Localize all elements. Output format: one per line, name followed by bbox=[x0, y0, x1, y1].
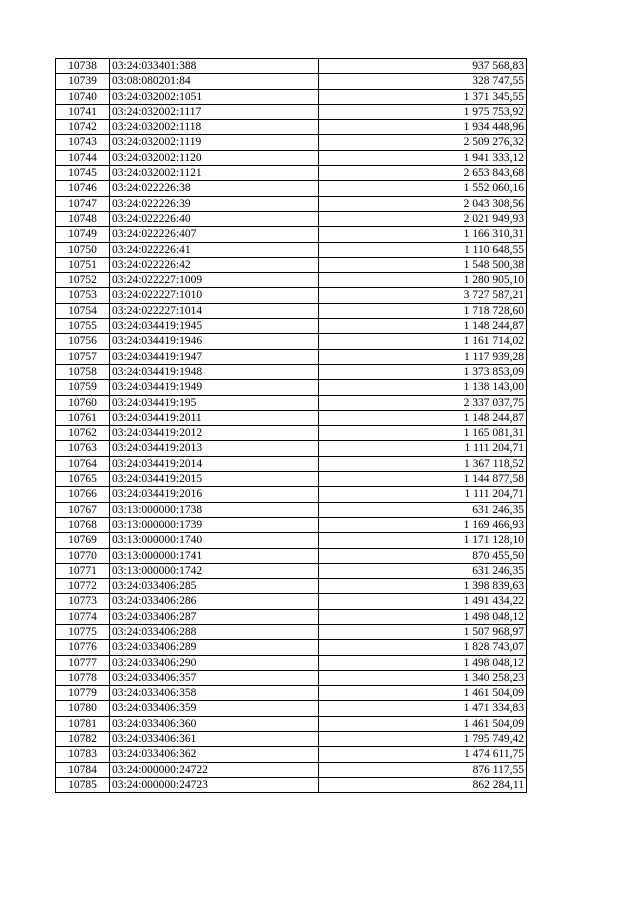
cadastral-value-cell: 1 340 258,23 bbox=[319, 670, 527, 685]
cadastral-number-cell: 03:24:022227:1010 bbox=[110, 288, 319, 303]
cadastral-number-cell: 03:24:033401:388 bbox=[110, 59, 319, 74]
cadastral-value-cell: 1 165 081,31 bbox=[319, 426, 527, 441]
cadastral-number-cell: 03:24:034419:1949 bbox=[110, 380, 319, 395]
row-number-cell: 10748 bbox=[56, 211, 110, 226]
cadastral-value-cell: 1 138 143,00 bbox=[319, 380, 527, 395]
cadastral-number-cell: 03:24:033406:359 bbox=[110, 701, 319, 716]
cadastral-value-cell: 1 498 048,12 bbox=[319, 609, 527, 624]
cadastral-number-cell: 03:24:034419:1948 bbox=[110, 364, 319, 379]
table-row bbox=[56, 211, 527, 226]
cadastral-number-cell: 03:24:033406:357 bbox=[110, 670, 319, 685]
row-number-cell: 10779 bbox=[56, 686, 110, 701]
row-number-cell: 10785 bbox=[56, 777, 110, 792]
cadastral-value-cell: 1 461 504,09 bbox=[319, 686, 527, 701]
cadastral-number-cell: 03:24:033406:289 bbox=[110, 640, 319, 655]
registry-table bbox=[55, 58, 527, 793]
cadastral-value-cell: 1 148 244,87 bbox=[319, 410, 527, 425]
row-number-cell: 10771 bbox=[56, 563, 110, 578]
cadastral-value-cell: 876 117,55 bbox=[319, 762, 527, 777]
cadastral-value-cell: 1 828 743,07 bbox=[319, 640, 527, 655]
cadastral-number-cell: 03:24:022226:41 bbox=[110, 242, 319, 257]
cadastral-number-cell: 03:24:032002:1121 bbox=[110, 166, 319, 181]
row-number-cell: 10766 bbox=[56, 487, 110, 502]
table-row bbox=[56, 181, 527, 196]
cadastral-value-cell: 1 498 048,12 bbox=[319, 655, 527, 670]
table-row bbox=[56, 59, 527, 74]
table-row bbox=[56, 686, 527, 701]
cadastral-value-cell: 3 727 587,21 bbox=[319, 288, 527, 303]
cadastral-value-cell: 631 246,35 bbox=[319, 502, 527, 517]
table-row bbox=[56, 395, 527, 410]
cadastral-value-cell: 1 548 500,38 bbox=[319, 257, 527, 272]
cadastral-number-cell: 03:24:032002:1119 bbox=[110, 135, 319, 150]
table-row bbox=[56, 441, 527, 456]
table-row bbox=[56, 426, 527, 441]
table-row bbox=[56, 89, 527, 104]
table-row bbox=[56, 288, 527, 303]
cadastral-number-cell: 03:24:034419:1945 bbox=[110, 319, 319, 334]
table-row bbox=[56, 777, 527, 792]
row-number-cell: 10750 bbox=[56, 242, 110, 257]
row-number-cell: 10746 bbox=[56, 181, 110, 196]
row-number-cell: 10767 bbox=[56, 502, 110, 517]
row-number-cell: 10756 bbox=[56, 334, 110, 349]
cadastral-value-cell: 1 975 753,92 bbox=[319, 104, 527, 119]
row-number-cell: 10753 bbox=[56, 288, 110, 303]
row-number-cell: 10743 bbox=[56, 135, 110, 150]
cadastral-value-cell: 937 568,83 bbox=[319, 59, 527, 74]
cadastral-number-cell: 03:24:033406:358 bbox=[110, 686, 319, 701]
table-row bbox=[56, 349, 527, 364]
cadastral-number-cell: 03:24:033406:288 bbox=[110, 624, 319, 639]
cadastral-number-cell: 03:13:000000:1739 bbox=[110, 517, 319, 532]
table-row bbox=[56, 594, 527, 609]
cadastral-value-cell: 1 491 434,22 bbox=[319, 594, 527, 609]
row-number-cell: 10780 bbox=[56, 701, 110, 716]
row-number-cell: 10759 bbox=[56, 380, 110, 395]
table-row bbox=[56, 716, 527, 731]
cadastral-number-cell: 03:24:032002:1117 bbox=[110, 104, 319, 119]
cadastral-number-cell: 03:24:034419:2015 bbox=[110, 472, 319, 487]
cadastral-number-cell: 03:24:000000:24723 bbox=[110, 777, 319, 792]
row-number-cell: 10757 bbox=[56, 349, 110, 364]
cadastral-value-cell: 1 169 466,93 bbox=[319, 517, 527, 532]
row-number-cell: 10738 bbox=[56, 59, 110, 74]
row-number-cell: 10749 bbox=[56, 227, 110, 242]
row-number-cell: 10740 bbox=[56, 89, 110, 104]
table-row bbox=[56, 257, 527, 272]
cadastral-value-cell: 870 455,50 bbox=[319, 548, 527, 563]
table-row bbox=[56, 410, 527, 425]
cadastral-number-cell: 03:13:000000:1738 bbox=[110, 502, 319, 517]
row-number-cell: 10769 bbox=[56, 533, 110, 548]
cadastral-number-cell: 03:24:032002:1120 bbox=[110, 150, 319, 165]
cadastral-value-cell: 1 934 448,96 bbox=[319, 120, 527, 135]
cadastral-value-cell: 1 795 749,42 bbox=[319, 732, 527, 747]
table-row bbox=[56, 135, 527, 150]
cadastral-number-cell: 03:24:022226:42 bbox=[110, 257, 319, 272]
table-row bbox=[56, 166, 527, 181]
cadastral-value-cell: 1 171 128,10 bbox=[319, 533, 527, 548]
cadastral-number-cell: 03:24:022226:38 bbox=[110, 181, 319, 196]
cadastral-value-cell: 1 552 060,16 bbox=[319, 181, 527, 196]
cadastral-value-cell: 631 246,35 bbox=[319, 563, 527, 578]
cadastral-number-cell: 03:24:033406:285 bbox=[110, 579, 319, 594]
row-number-cell: 10762 bbox=[56, 426, 110, 441]
cadastral-value-cell: 1 144 877,58 bbox=[319, 472, 527, 487]
row-number-cell: 10751 bbox=[56, 257, 110, 272]
table-row bbox=[56, 609, 527, 624]
cadastral-value-cell: 1 148 244,87 bbox=[319, 319, 527, 334]
table-row bbox=[56, 487, 527, 502]
cadastral-value-cell: 862 284,11 bbox=[319, 777, 527, 792]
row-number-cell: 10778 bbox=[56, 670, 110, 685]
cadastral-number-cell: 03:08:080201:84 bbox=[110, 74, 319, 89]
table-row bbox=[56, 227, 527, 242]
table-row bbox=[56, 502, 527, 517]
cadastral-value-cell: 2 337 037,75 bbox=[319, 395, 527, 410]
row-number-cell: 10776 bbox=[56, 640, 110, 655]
table-row bbox=[56, 319, 527, 334]
row-number-cell: 10768 bbox=[56, 517, 110, 532]
row-number-cell: 10760 bbox=[56, 395, 110, 410]
cadastral-number-cell: 03:13:000000:1741 bbox=[110, 548, 319, 563]
row-number-cell: 10772 bbox=[56, 579, 110, 594]
cadastral-value-cell: 1 718 728,60 bbox=[319, 303, 527, 318]
cadastral-value-cell: 1 367 118,52 bbox=[319, 456, 527, 471]
cadastral-value-cell: 1 461 504,09 bbox=[319, 716, 527, 731]
table-row bbox=[56, 456, 527, 471]
cadastral-number-cell: 03:24:034419:1947 bbox=[110, 349, 319, 364]
row-number-cell: 10742 bbox=[56, 120, 110, 135]
row-number-cell: 10783 bbox=[56, 747, 110, 762]
row-number-cell: 10739 bbox=[56, 74, 110, 89]
cadastral-number-cell: 03:24:022227:1009 bbox=[110, 273, 319, 288]
cadastral-number-cell: 03:24:034419:195 bbox=[110, 395, 319, 410]
table-row bbox=[56, 74, 527, 89]
row-number-cell: 10764 bbox=[56, 456, 110, 471]
cadastral-value-cell: 1 507 968,97 bbox=[319, 624, 527, 639]
row-number-cell: 10775 bbox=[56, 624, 110, 639]
row-number-cell: 10770 bbox=[56, 548, 110, 563]
row-number-cell: 10781 bbox=[56, 716, 110, 731]
cadastral-value-cell: 2 021 949,93 bbox=[319, 211, 527, 226]
table-row bbox=[56, 303, 527, 318]
cadastral-number-cell: 03:13:000000:1740 bbox=[110, 533, 319, 548]
table-row bbox=[56, 242, 527, 257]
cadastral-number-cell: 03:24:022226:407 bbox=[110, 227, 319, 242]
row-number-cell: 10745 bbox=[56, 166, 110, 181]
cadastral-value-cell: 328 747,55 bbox=[319, 74, 527, 89]
table-row bbox=[56, 334, 527, 349]
cadastral-value-cell: 1 111 204,71 bbox=[319, 441, 527, 456]
table-row bbox=[56, 701, 527, 716]
cadastral-number-cell: 03:24:034419:2014 bbox=[110, 456, 319, 471]
cadastral-number-cell: 03:24:033406:360 bbox=[110, 716, 319, 731]
cadastral-number-cell: 03:24:034419:2016 bbox=[110, 487, 319, 502]
cadastral-number-cell: 03:24:022227:1014 bbox=[110, 303, 319, 318]
table-row bbox=[56, 579, 527, 594]
cadastral-value-cell: 1 117 939,28 bbox=[319, 349, 527, 364]
cadastral-value-cell: 1 471 334,83 bbox=[319, 701, 527, 716]
table-row bbox=[56, 364, 527, 379]
row-number-cell: 10782 bbox=[56, 732, 110, 747]
cadastral-value-cell: 1 371 345,55 bbox=[319, 89, 527, 104]
table-row bbox=[56, 120, 527, 135]
table-row bbox=[56, 517, 527, 532]
row-number-cell: 10758 bbox=[56, 364, 110, 379]
row-number-cell: 10755 bbox=[56, 319, 110, 334]
cadastral-value-cell: 1 373 853,09 bbox=[319, 364, 527, 379]
table-row bbox=[56, 762, 527, 777]
cadastral-value-cell: 1 398 839,63 bbox=[319, 579, 527, 594]
row-number-cell: 10747 bbox=[56, 196, 110, 211]
table-row bbox=[56, 563, 527, 578]
row-number-cell: 10741 bbox=[56, 104, 110, 119]
table-row bbox=[56, 624, 527, 639]
cadastral-number-cell: 03:24:032002:1118 bbox=[110, 120, 319, 135]
table-row bbox=[56, 196, 527, 211]
cadastral-number-cell: 03:24:033406:361 bbox=[110, 732, 319, 747]
cadastral-number-cell: 03:24:033406:290 bbox=[110, 655, 319, 670]
cadastral-number-cell: 03:24:022226:40 bbox=[110, 211, 319, 226]
table-row bbox=[56, 150, 527, 165]
cadastral-value-cell: 1 110 648,55 bbox=[319, 242, 527, 257]
row-number-cell: 10774 bbox=[56, 609, 110, 624]
table-row bbox=[56, 747, 527, 762]
cadastral-number-cell: 03:24:033406:287 bbox=[110, 609, 319, 624]
row-number-cell: 10777 bbox=[56, 655, 110, 670]
cadastral-number-cell: 03:24:034419:2012 bbox=[110, 426, 319, 441]
row-number-cell: 10752 bbox=[56, 273, 110, 288]
cadastral-number-cell: 03:24:034419:2013 bbox=[110, 441, 319, 456]
row-number-cell: 10754 bbox=[56, 303, 110, 318]
cadastral-number-cell: 03:24:032002:1051 bbox=[110, 89, 319, 104]
table-row bbox=[56, 670, 527, 685]
table-row bbox=[56, 380, 527, 395]
row-number-cell: 10744 bbox=[56, 150, 110, 165]
cadastral-value-cell: 1 280 905,10 bbox=[319, 273, 527, 288]
cadastral-value-cell: 1 941 333,12 bbox=[319, 150, 527, 165]
row-number-cell: 10765 bbox=[56, 472, 110, 487]
cadastral-value-cell: 2 043 308,56 bbox=[319, 196, 527, 211]
row-number-cell: 10773 bbox=[56, 594, 110, 609]
table-row bbox=[56, 273, 527, 288]
cadastral-value-cell: 1 161 714,02 bbox=[319, 334, 527, 349]
table-row bbox=[56, 533, 527, 548]
table-row bbox=[56, 655, 527, 670]
cadastral-value-cell: 1 166 310,31 bbox=[319, 227, 527, 242]
cadastral-number-cell: 03:24:033406:286 bbox=[110, 594, 319, 609]
registry-table-body bbox=[56, 59, 527, 793]
cadastral-value-cell: 1 111 204,71 bbox=[319, 487, 527, 502]
table-row bbox=[56, 548, 527, 563]
cadastral-value-cell: 2 509 276,32 bbox=[319, 135, 527, 150]
cadastral-value-cell: 2 653 843,68 bbox=[319, 166, 527, 181]
table-row bbox=[56, 732, 527, 747]
cadastral-number-cell: 03:24:022226:39 bbox=[110, 196, 319, 211]
cadastral-number-cell: 03:24:034419:2011 bbox=[110, 410, 319, 425]
cadastral-value-cell: 1 474 611,75 bbox=[319, 747, 527, 762]
row-number-cell: 10761 bbox=[56, 410, 110, 425]
row-number-cell: 10784 bbox=[56, 762, 110, 777]
cadastral-number-cell: 03:24:033406:362 bbox=[110, 747, 319, 762]
table-row bbox=[56, 104, 527, 119]
cadastral-number-cell: 03:24:000000:24722 bbox=[110, 762, 319, 777]
table-row bbox=[56, 640, 527, 655]
cadastral-number-cell: 03:24:034419:1946 bbox=[110, 334, 319, 349]
row-number-cell: 10763 bbox=[56, 441, 110, 456]
table-row bbox=[56, 472, 527, 487]
cadastral-number-cell: 03:13:000000:1742 bbox=[110, 563, 319, 578]
